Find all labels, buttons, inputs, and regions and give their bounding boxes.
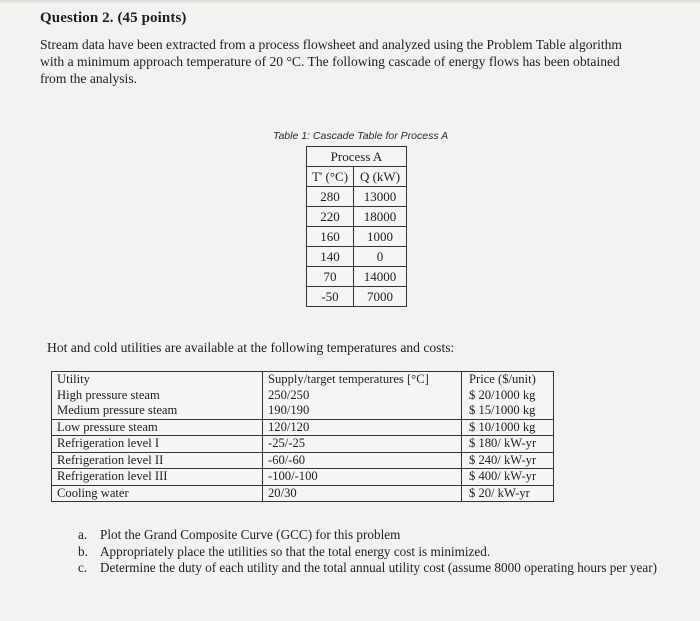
question-intro [40, 36, 680, 87]
task-marker: a. [78, 527, 88, 542]
task-marker: c. [78, 560, 88, 575]
utilities-table [51, 371, 554, 502]
utility-temperature: 120/120 [263, 419, 462, 436]
utility-row [52, 419, 554, 436]
intro-line: with a minimum approach temperature of 20 °C. The following cascade of energy flows has been obtained [40, 54, 620, 69]
cascade-heat-flow: 14000 [354, 267, 407, 287]
top-edge-shadow [0, 0, 700, 4]
utilities-intro: Hot and cold utilities are available at the following temperatures and costs: [47, 340, 455, 355]
utility-row [52, 403, 554, 419]
utility-temperature: 250/250 [263, 388, 462, 404]
cascade-temperature: 220 [307, 207, 354, 227]
utility-temperature: -60/-60 [263, 452, 462, 469]
cascade-temperature: 140 [307, 247, 354, 267]
intro-line: Stream data have been extracted from a process flowsheet and analyzed using the Problem Table algorithm [40, 37, 622, 52]
task-marker: b. [78, 543, 88, 559]
intro-line: from the analysis. [40, 71, 138, 86]
cascade-heat-flow: 7000 [354, 287, 407, 307]
utility-row [52, 388, 554, 404]
cascade-temperature: 160 [307, 227, 354, 247]
utility-row [52, 485, 554, 502]
cascade-temperature: 280 [307, 187, 354, 207]
cascade-row [307, 227, 407, 247]
cascade-row [307, 207, 407, 227]
heat-flow-column-header: Q (kW) [354, 167, 407, 187]
utilities-header-row [52, 372, 554, 388]
task-item [70, 560, 680, 577]
utility-row [52, 436, 554, 453]
utility-temperature: -25/-25 [263, 436, 462, 453]
utility-name: Low pressure steam [52, 419, 263, 436]
cascade-heat-flow: 13000 [354, 187, 407, 207]
cascade-table [306, 146, 407, 307]
task-text: Appropriately place the utilities so that the total energy cost is minimized. [100, 543, 491, 559]
price-column-header: Price ($/unit) [462, 372, 554, 388]
utility-price: $ 15/1000 kg [462, 403, 554, 419]
cascade-process-header-row [307, 147, 407, 167]
task-item [70, 527, 680, 544]
cascade-heat-flow: 0 [354, 247, 407, 267]
cascade-process-header: Process A [307, 147, 407, 167]
utility-row [52, 469, 554, 486]
cascade-column-header-row [307, 167, 407, 187]
utility-name: Cooling water [52, 485, 263, 502]
utility-name: Medium pressure steam [52, 403, 263, 419]
task-item [70, 544, 680, 561]
utility-temperature: 190/190 [263, 403, 462, 419]
utility-price: $ 180/ kW-yr [462, 436, 554, 453]
cascade-table-caption: Table 1: Cascade Table for Process A [273, 130, 449, 142]
task-text: Determine the duty of each utility and the total annual utility cost (assume 8000 operating hours per year) [100, 560, 658, 575]
task-list [70, 527, 680, 577]
cascade-row [307, 247, 407, 267]
utility-temperature: 20/30 [263, 485, 462, 502]
utility-name: Refrigeration level I [52, 436, 263, 453]
cascade-row [307, 187, 407, 207]
utility-price: $ 10/1000 kg [462, 419, 554, 436]
utility-price: $ 240/ kW-yr [462, 452, 554, 469]
utility-price: $ 400/ kW-yr [462, 469, 554, 486]
utility-temperature: -100/-100 [263, 469, 462, 486]
cascade-heat-flow: 18000 [354, 207, 407, 227]
cascade-heat-flow: 1000 [354, 227, 407, 247]
cascade-temperature: -50 [307, 287, 354, 307]
utility-row [52, 452, 554, 469]
utility-name: High pressure steam [52, 388, 263, 404]
utility-column-header: Utility [52, 372, 263, 388]
utility-name: Refrigeration level II [52, 452, 263, 469]
cascade-temperature: 70 [307, 267, 354, 287]
utility-name: Refrigeration level III [52, 469, 263, 486]
utility-price: $ 20/ kW-yr [462, 485, 554, 502]
temperature-column-header: Supply/target temperatures [°C] [263, 372, 462, 388]
task-text: Plot the Grand Composite Curve (GCC) for this problem [100, 527, 401, 542]
temperature-column-header: T' (°C) [307, 167, 354, 187]
utility-price: $ 20/1000 kg [462, 388, 554, 404]
cascade-row [307, 267, 407, 287]
cascade-row [307, 287, 407, 307]
question-title: Question 2. (45 points) [40, 10, 187, 26]
